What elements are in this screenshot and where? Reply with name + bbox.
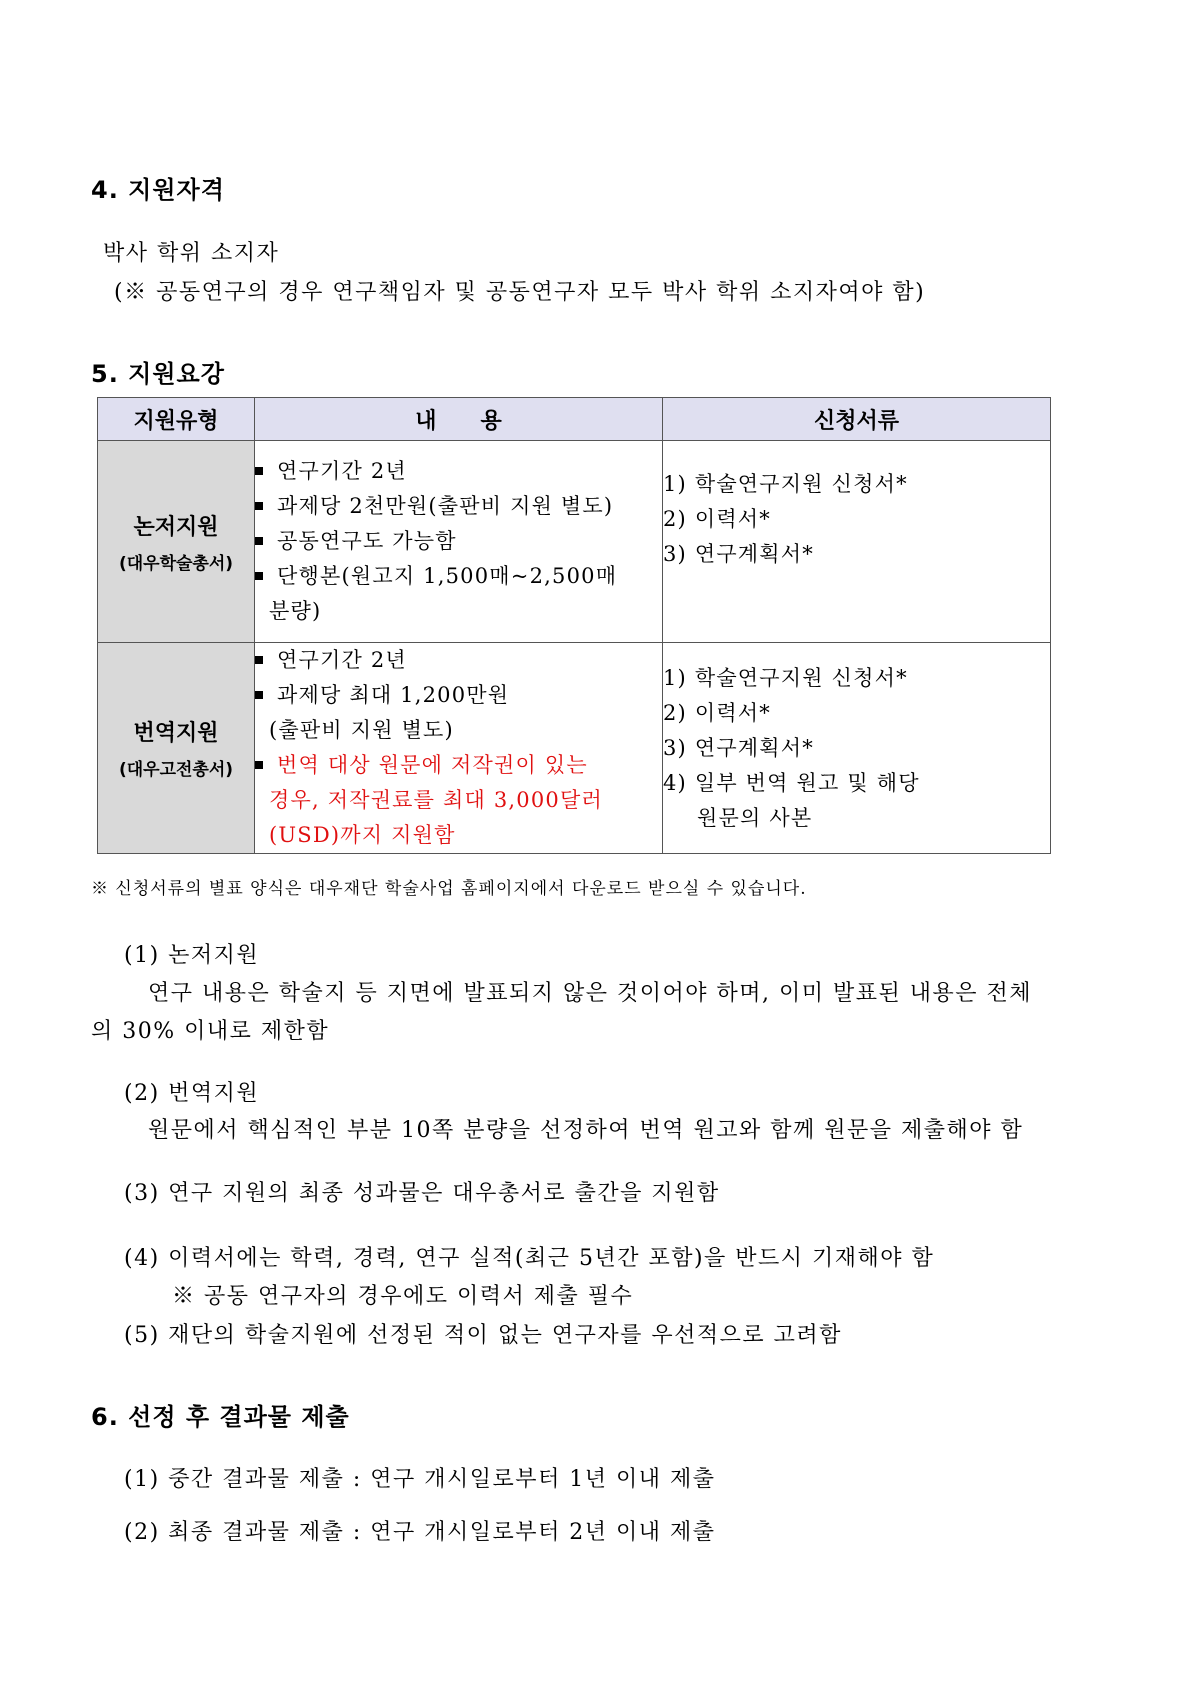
item-2-title: (2) 번역지원 <box>124 1081 260 1106</box>
header-type: 지원유형 <box>98 398 255 441</box>
list-item-continuation: 분량) <box>269 599 322 623</box>
bullet-square-icon <box>255 502 263 510</box>
document-item: 2) 이력서* <box>663 507 771 531</box>
section-5-title: 5. 지원요강 <box>91 360 225 388</box>
list-item: 연구기간 2년 <box>255 643 662 678</box>
document-item: 1) 학술연구지원 신청서* <box>663 472 908 496</box>
list-item: 과제당 최대 1,200만원 <box>255 678 662 713</box>
item-1-body: 연구 내용은 학술지 등 지면에 발표되지 않은 것이어야 하며, 이미 발표된 내용은 전체 <box>148 981 1032 1006</box>
bullet-square-icon <box>255 761 263 769</box>
document-item: 3) 연구계획서* <box>663 542 814 566</box>
row-type-series: (대우학술총서) <box>118 553 234 574</box>
header-content: 내 용 <box>255 398 663 441</box>
list-item: 과제당 2천만원(출판비 지원 별도) <box>255 489 662 524</box>
table-row <box>98 441 1051 643</box>
qualification-note: (※ 공동연구의 경우 연구책임자 및 공동연구자 모두 박사 학위 소지자여야 함) <box>114 280 926 305</box>
row-type-cell <box>98 643 255 854</box>
item-4-note: ※ 공동 연구자의 경우에도 이력서 제출 필수 <box>172 1284 634 1309</box>
table-header-row <box>98 398 1051 441</box>
document-item-continuation: 원문의 사본 <box>697 805 813 830</box>
list-item-copyright: 번역 대상 원문에 저작권이 있는 <box>255 748 662 783</box>
row-documents-cell <box>663 441 1051 643</box>
table-row <box>98 643 1051 854</box>
row-type-name: 논저지원 <box>133 514 219 540</box>
list-item-continuation: 경우, 저작권료를 최대 3,000달러 <box>269 788 603 812</box>
row-type-cell <box>98 441 255 643</box>
document-item: 1) 학술연구지원 신청서* <box>663 665 908 690</box>
document-item: 4) 일부 번역 원고 및 해당 <box>663 770 920 795</box>
item-2-body: 원문에서 핵심적인 부분 10쪽 분량을 선정하여 번역 원고와 함께 원문을 제출해야 함 <box>148 1118 1024 1143</box>
support-requirements-table <box>97 397 1051 854</box>
row-documents-cell <box>663 643 1051 854</box>
list-item: 연구기간 2년 <box>255 454 662 489</box>
header-documents: 신청서류 <box>663 398 1051 441</box>
row-content-cell <box>255 441 663 643</box>
bullet-square-icon <box>255 691 263 699</box>
list-item-continuation: (출판비 지원 별도) <box>269 718 454 742</box>
section-6-item-2: (2) 최종 결과물 제출 : 연구 개시일로부터 2년 이내 제출 <box>124 1520 716 1545</box>
document-item: 3) 연구계획서* <box>663 735 814 760</box>
item-1-title: (1) 논저지원 <box>124 943 260 968</box>
row-type-name: 번역지원 <box>133 721 219 746</box>
item-4: (4) 이력서에는 학력, 경력, 연구 실적(최근 5년간 포함)을 반드시 기재해야 함 <box>124 1246 935 1271</box>
list-item: 공동연구도 가능함 <box>255 524 662 559</box>
bullet-square-icon <box>255 572 263 580</box>
row-content-cell <box>255 643 663 854</box>
list-item: 단행본(원고지 1,500매~2,500매 <box>255 559 662 594</box>
bullet-square-icon <box>255 537 263 545</box>
qualification-text: 박사 학위 소지자 <box>103 241 280 266</box>
row-type-series: (대우고전총서) <box>118 760 234 780</box>
section-6-title: 6. 선정 후 결과물 제출 <box>91 1403 350 1431</box>
item-5: (5) 재단의 학술지원에 선정된 적이 없는 연구자를 우선적으로 고려함 <box>124 1323 842 1348</box>
document-item: 2) 이력서* <box>663 700 771 725</box>
section-4-title: 4. 지원자격 <box>91 176 225 204</box>
bullet-square-icon <box>255 656 263 664</box>
item-1-body-cont: 의 30% 이내로 제한함 <box>91 1019 330 1044</box>
list-item-continuation: (USD)까지 지원함 <box>269 823 456 847</box>
item-3: (3) 연구 지원의 최종 성과물은 대우총서로 출간을 지원함 <box>124 1181 720 1206</box>
table-footnote: ※ 신청서류의 별표 양식은 대우재단 학술사업 홈페이지에서 다운로드 받으실 수 있습니다. <box>91 879 807 899</box>
bullet-square-icon <box>255 467 263 475</box>
section-6-item-1: (1) 중간 결과물 제출 : 연구 개시일로부터 1년 이내 제출 <box>124 1467 716 1492</box>
